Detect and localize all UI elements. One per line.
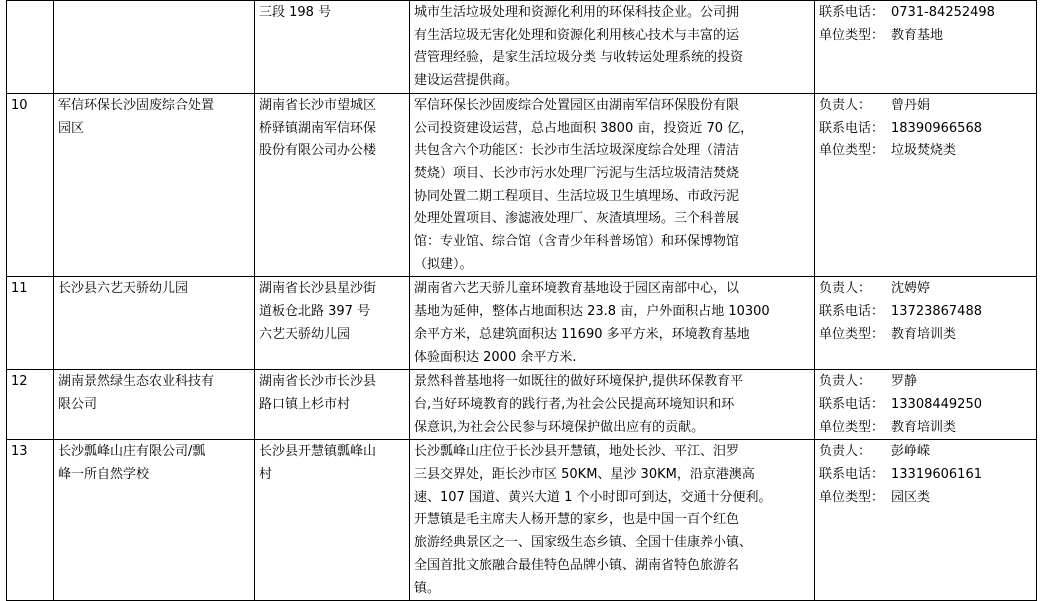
unit-description-line: 长沙瓢峰山庄位于长沙县开慧镇，地处长沙、平江、汨罗 [414, 444, 740, 460]
contact-info [815, 277, 1037, 370]
contact-row [819, 324, 1032, 347]
table-row [7, 440, 1037, 601]
contact-value: 18390966568 [891, 120, 982, 136]
unit-address [255, 440, 410, 601]
unit-description [410, 440, 815, 601]
contact-row [819, 278, 1032, 301]
unit-name-line: 军信环保长沙固废综合处置 [58, 97, 215, 113]
contact-info [815, 1, 1037, 94]
contact-value: 教育培训类 [891, 419, 957, 435]
contact-label: 单位类型： [819, 489, 885, 505]
unit-address-line: 六艺天骄幼儿园 [259, 326, 351, 342]
contact-label: 联系电话： [819, 467, 885, 483]
row-number: 11 [7, 277, 54, 370]
unit-address-line: 湖南省长沙县星沙街 [259, 281, 377, 297]
unit-description-line: 处理处置项目、渗滤液处理厂、灰渣填埋场。三个科普展 [414, 211, 740, 227]
contact-row [819, 417, 1032, 440]
unit-name [54, 440, 255, 601]
table-row [7, 370, 1037, 440]
unit-description-line: 旅游经典景区之一、国家级生态乡镇、全国十佳康养小镇、 [414, 535, 753, 551]
contact-row [819, 487, 1032, 510]
table-body [7, 1, 1037, 601]
contact-label: 联系电话： [819, 396, 885, 412]
unit-description-line: 公司投资建设运营，总占地面积 3800 亩，投资近 70 亿， [414, 120, 754, 136]
unit-name-line: 长沙瓢峰山庄有限公司/瓢 [58, 444, 206, 460]
unit-description [410, 1, 815, 94]
institution-table [6, 0, 1037, 601]
contact-value: 0731-84252498 [891, 5, 995, 20]
contact-value: 教育基地 [891, 27, 944, 43]
unit-name [54, 93, 255, 277]
unit-address [255, 370, 410, 440]
unit-description-line: 建设运营提供商。 [414, 73, 519, 89]
unit-description-line: 景然科普基地将一如既往的做好环境保护,提供环保教育平 [414, 374, 744, 390]
contact-info [815, 93, 1037, 277]
unit-description-line: 军信环保长沙固废综合处置园区由湖南军信环保股份有限 [414, 97, 740, 113]
unit-description-line: 全国首批文旅融合最佳特色品牌小镇、湖南省特色旅游名 [414, 557, 740, 573]
unit-address-line: 股份有限公司办公楼 [259, 143, 377, 159]
unit-description-line: 体验面积达 2000 余平方米. [414, 349, 577, 365]
contact-label: 单位类型： [819, 143, 885, 159]
contact-row [819, 118, 1032, 141]
row-number: 10 [7, 93, 54, 277]
unit-description-line: 开慧镇是毛主席夫人杨开慧的家乡，也是中国一百个红色 [414, 512, 740, 528]
unit-description-line: 台,当好环境教育的践行者,为社会公民提高环境知识和环 [414, 396, 735, 412]
contact-value: 曾丹娟 [891, 97, 931, 113]
unit-description-line: 三县交界处，距长沙市区 50KM、星沙 30KM，沿京港澳高 [414, 467, 755, 483]
unit-description-line: 余平方米，总建筑面积达 11690 多平方米，环境教育基地 [414, 326, 750, 342]
unit-address-line: 长沙县开慧镇瓢峰山 [259, 444, 377, 460]
unit-description-line: 共包含六个功能区：长沙市生活垃圾深度综合处理（清洁 [414, 143, 740, 159]
unit-address-line: 桥驿镇湖南军信环保 [259, 120, 377, 136]
contact-label: 单位类型： [819, 419, 885, 435]
contact-label: 联系电话： [819, 120, 885, 136]
unit-address [255, 1, 410, 94]
contact-row [819, 441, 1032, 464]
unit-name-line: 园区 [58, 120, 85, 136]
unit-description-line: 协同处置二期工程项目、生活垃圾卫生填埋场、市政污泥 [414, 188, 740, 204]
unit-description-line: 速、107 国道、黄兴大道 1 个小时即可到达，交通十分便利。 [414, 489, 772, 505]
contact-label: 负责人： [819, 444, 872, 460]
unit-name-line: 长沙县六艺天骄幼儿园 [58, 281, 189, 297]
unit-description-line: 营管理经验，是家生活垃圾分类 与收转运处理系统的投资 [414, 50, 744, 66]
table-row [7, 1, 1037, 94]
unit-description-line: 保意识,为社会公民参与环境保护做出应有的贡献。 [414, 419, 705, 435]
contact-label: 负责人： [819, 281, 872, 297]
unit-description-line: 馆：专业馆、综合馆（含青少年科普场馆）和环保博物馆 [414, 234, 740, 250]
contact-label: 负责人： [819, 97, 872, 113]
contact-label: 联系电话： [819, 5, 885, 20]
contact-row [819, 140, 1032, 163]
contact-row [819, 301, 1032, 324]
row-number [7, 1, 54, 94]
unit-address [255, 93, 410, 277]
unit-name-line: 限公司 [58, 396, 98, 412]
contact-label: 联系电话： [819, 304, 885, 320]
unit-description [410, 370, 815, 440]
contact-value: 罗静 [891, 374, 918, 390]
unit-description-line: 基地为延伸，整体占地面积达 23.8 亩，户外面积占地 10300 [414, 304, 770, 320]
unit-address-line: 村 [259, 467, 273, 483]
unit-description-line: （拟建）。 [414, 256, 473, 272]
contact-info [815, 370, 1037, 440]
row-number: 12 [7, 370, 54, 440]
table-row [7, 93, 1037, 277]
contact-row [819, 464, 1032, 487]
contact-value: 垃圾焚烧类 [891, 143, 957, 159]
contact-value: 13308449250 [891, 396, 982, 412]
contact-row [819, 25, 1032, 48]
unit-address-line: 湖南省长沙市长沙县 [259, 374, 377, 390]
unit-description [410, 93, 815, 277]
table-row [7, 277, 1037, 370]
contact-value: 13723867488 [891, 304, 982, 320]
unit-address-line: 三段 198 号 [259, 5, 332, 20]
unit-description-line: 湖南省六艺天骄儿童环境教育基地设于园区南部中心，以 [414, 281, 740, 297]
contact-label: 负责人： [819, 374, 872, 390]
contact-row [819, 371, 1032, 394]
unit-name [54, 370, 255, 440]
contact-value: 彭峥嵘 [891, 444, 931, 460]
unit-description-line: 镇。 [414, 580, 441, 596]
contact-label: 单位类型： [819, 27, 885, 43]
unit-address-line: 道板仓北路 397 号 [259, 304, 371, 320]
contact-row [819, 394, 1032, 417]
unit-description [410, 277, 815, 370]
contact-value: 园区类 [891, 489, 931, 505]
unit-name-line: 湖南景然绿生态农业科技有 [58, 374, 215, 390]
unit-description-line: 城市生活垃圾处理和资源化利用的环保科技企业。公司拥 [414, 5, 740, 20]
contact-info [815, 440, 1037, 601]
unit-name [54, 277, 255, 370]
unit-address [255, 277, 410, 370]
row-number: 13 [7, 440, 54, 601]
contact-value: 沈娉婷 [891, 281, 931, 297]
unit-address-line: 湖南省长沙市望城区 [259, 97, 377, 113]
contact-value: 13319606161 [891, 467, 982, 483]
contact-row [819, 2, 1032, 25]
unit-description-line: 有生活垃圾无害化处理和资源化利用核心技术与丰富的运 [414, 27, 740, 43]
unit-description-line: 焚烧）项目、长沙市污水处理厂污泥与生活垃圾清洁焚烧 [414, 165, 740, 181]
contact-row [819, 95, 1032, 118]
unit-address-line: 路口镇上杉市村 [259, 396, 351, 412]
unit-name [54, 1, 255, 94]
contact-value: 教育培训类 [891, 326, 957, 342]
unit-name-line: 峰一所自然学校 [58, 467, 150, 483]
contact-label: 单位类型： [819, 326, 885, 342]
